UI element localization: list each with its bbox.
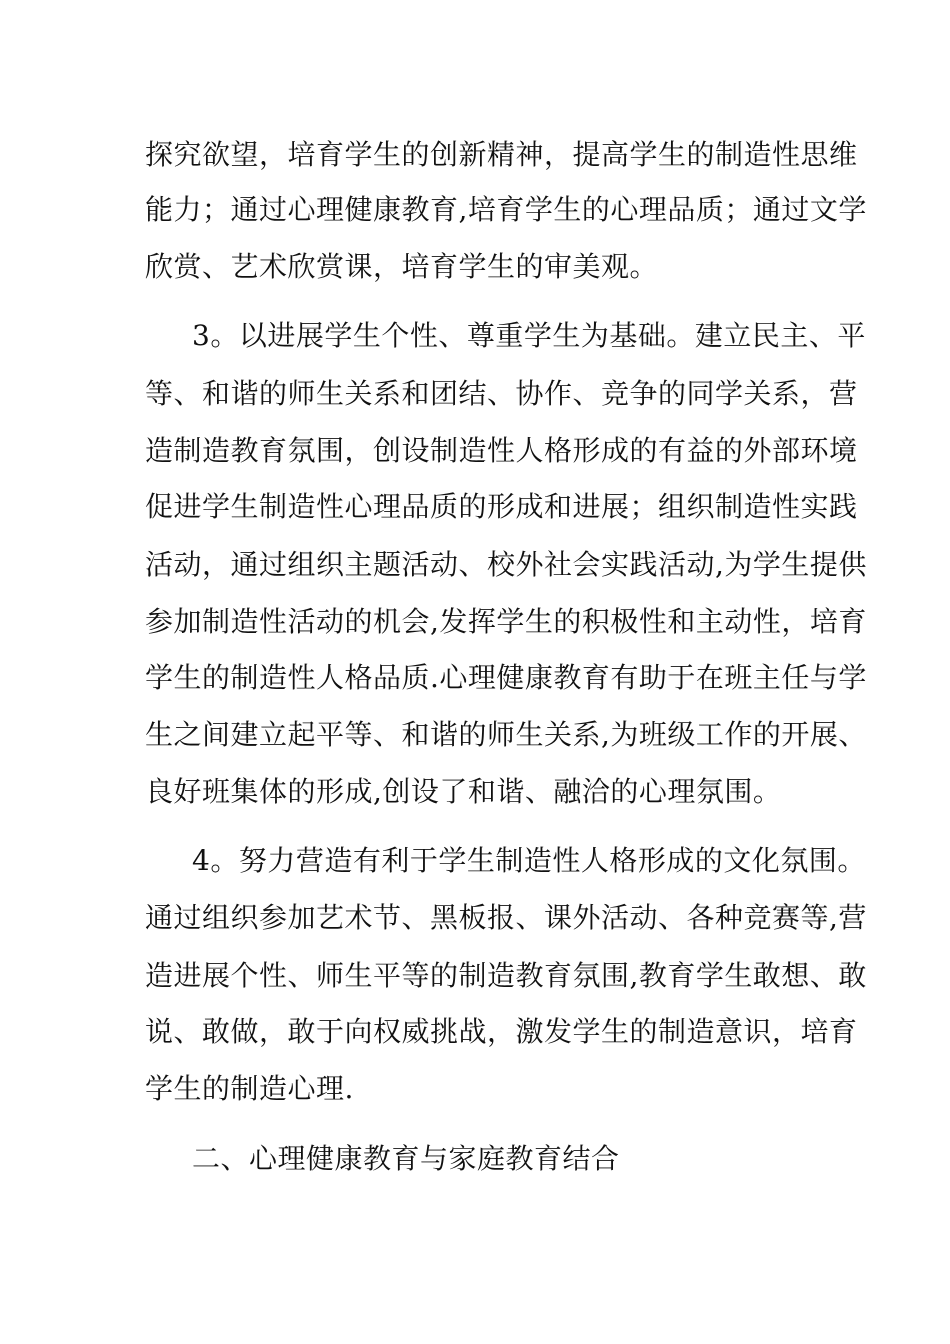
paragraph-start-line: 3。以进展学生个性、尊重学生为基础。建立民主、平 [192, 319, 866, 352]
text-line: 参加制造性活动的机会,发挥学生的积极性和主动性，培育 [145, 605, 867, 638]
text-line: 能力；通过心理健康教育,培育学生的心理品质；通过文学 [145, 193, 867, 226]
text-line: 欣赏、艺术欣赏课，培育学生的审美观。 [145, 250, 659, 283]
text-line: 造制造教育氛围，创设制造性人格形成的有益的外部环境 [145, 434, 858, 467]
text-line: 学生的制造心理. [145, 1072, 354, 1105]
text-line: 说、敢做，敢于向权威挑战，激发学生的制造意识，培育 [145, 1015, 858, 1048]
text-line: 等、和谐的师生关系和团结、协作、竞争的同学关系，营 [145, 377, 858, 410]
text-line: 探究欲望，培育学生的创新精神，提高学生的制造性思维 [145, 138, 858, 171]
text-line: 活动，通过组织主题活动、校外社会实践活动,为学生提供 [145, 548, 867, 581]
text-line: 通过组织参加艺术节、黑板报、课外活动、各种竞赛等,营 [145, 901, 867, 934]
text-line: 造进展个性、师生平等的制造教育氛围,教育学生敢想、敢 [145, 959, 867, 992]
paragraph-start-line: 4。努力营造有利于学生制造性人格形成的文化氛围。 [192, 844, 866, 877]
text-line: 良好班集体的形成,创设了和谐、融洽的心理氛围。 [145, 775, 782, 808]
text-line: 生之间建立起平等、和谐的师生关系,为班级工作的开展、 [145, 718, 867, 751]
text-line: 学生的制造性人格品质.心理健康教育有助于在班主任与学 [145, 661, 867, 694]
section-heading: 二、心理健康教育与家庭教育结合 [192, 1142, 620, 1175]
text-line: 促进学生制造性心理品质的形成和进展；组织制造性实践 [145, 490, 858, 523]
